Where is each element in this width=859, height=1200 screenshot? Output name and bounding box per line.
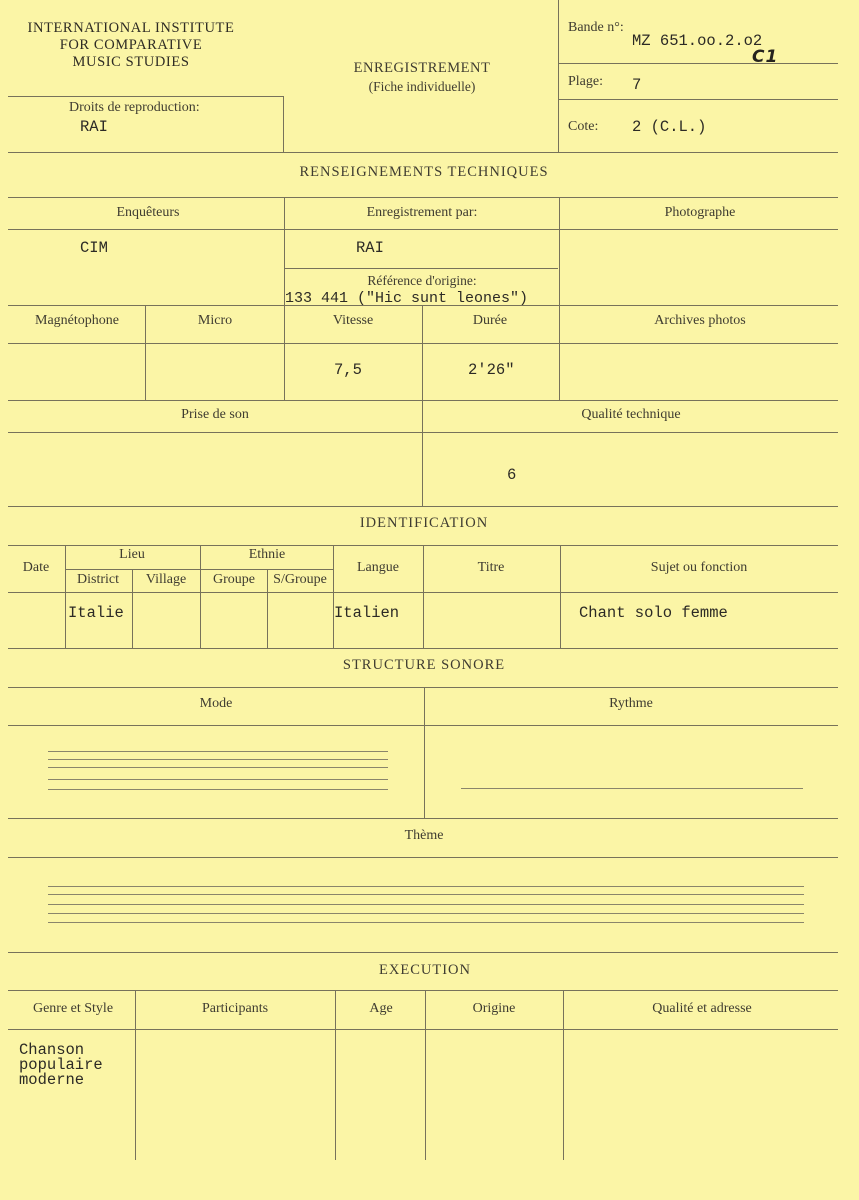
village-label: Village	[145, 572, 187, 587]
rule-bande	[558, 63, 838, 64]
rule-rights	[8, 96, 283, 97]
vrule-tech-2	[559, 197, 560, 400]
lieu-label: Lieu	[115, 547, 149, 563]
tech-heading: RENSEIGNEMENTS TECHNIQUES	[299, 164, 549, 180]
duree-value: 2'26"	[468, 361, 515, 379]
vrule-header-right	[558, 0, 559, 152]
rule-exec-heading	[8, 990, 838, 991]
bande-handwritten-note: C1	[752, 47, 779, 67]
rule-struct-labels	[8, 725, 838, 726]
genre-style-label: Genre et Style	[32, 1001, 114, 1016]
magnetophone-label: Magnétophone	[35, 313, 119, 328]
rule-header-bottom	[8, 152, 838, 153]
form-subtitle: (Fiche individuelle)	[368, 79, 476, 94]
groupe-label: Groupe	[213, 572, 255, 587]
ethnie-label: Ethnie	[245, 547, 290, 563]
rythme-label: Rythme	[609, 696, 653, 711]
vrule-exec-4	[563, 990, 564, 1160]
rights-value: RAI	[80, 118, 108, 136]
vrule-ident-6	[423, 545, 424, 648]
vrule-ident-1	[65, 545, 66, 648]
micro-label: Micro	[197, 313, 233, 328]
rule-struct-top	[8, 648, 838, 649]
reference-value: 133 441 ("Hic sunt leones")	[285, 290, 529, 307]
rule-tech-row3-labels	[8, 432, 838, 433]
sujet-value: Chant solo femme	[579, 604, 728, 622]
rule-tech-labels	[8, 229, 838, 230]
plage-label: Plage:	[568, 74, 603, 89]
genre-style-value: Chanson populaire moderne	[19, 1041, 103, 1089]
vrule-ident-3	[200, 545, 201, 648]
institute-line-1: INTERNATIONAL INSTITUTE	[27, 20, 235, 36]
reference-label: Référence d'origine:	[367, 273, 477, 288]
langue-label: Langue	[357, 560, 399, 575]
enqueteurs-value: CIM	[80, 239, 108, 257]
enqueteurs-label: Enquêteurs	[116, 205, 180, 220]
qualite-technique-label: Qualité technique	[581, 407, 681, 422]
bande-value: MZ 651.oo.2.o2	[632, 32, 763, 50]
vrule-tech-4	[422, 305, 423, 506]
mode-label: Mode	[199, 696, 233, 711]
sgroupe-label: S/Groupe	[273, 572, 327, 587]
vrule-tech-3	[145, 305, 146, 400]
vitesse-value: 7,5	[334, 361, 362, 379]
duree-label: Durée	[472, 313, 508, 328]
plage-value: 7	[632, 76, 642, 94]
execution-heading: EXECUTION	[379, 962, 471, 978]
rule-struct-heading	[8, 687, 838, 688]
rule-tech-row2-labels	[8, 343, 838, 344]
cote-label: Cote:	[568, 119, 599, 134]
qualite-technique-value: 6	[507, 466, 517, 484]
theme-label: Thème	[404, 828, 444, 843]
rule-reference	[284, 268, 558, 269]
vrule-exec-1	[135, 990, 136, 1160]
qualite-adresse-label: Qualité et adresse	[652, 1001, 752, 1016]
rule-theme-top	[8, 818, 838, 819]
institute-line-2: FOR COMPARATIVE	[59, 37, 203, 53]
rule-tech-row3	[8, 400, 838, 401]
prise-de-son-label: Prise de son	[181, 407, 249, 422]
enregistrement-label: Enregistrement par:	[366, 205, 478, 220]
date-label: Date	[22, 560, 50, 575]
structure-heading: STRUCTURE SONORE	[342, 657, 506, 673]
vrule-ident-7	[560, 545, 561, 648]
identification-heading: IDENTIFICATION	[359, 515, 489, 531]
district-value: Italie	[68, 604, 124, 622]
origine-label: Origine	[472, 1001, 516, 1016]
rule-ident-top	[8, 506, 838, 507]
photographe-label: Photographe	[664, 205, 736, 220]
vrule-rights	[283, 96, 284, 152]
cote-value: 2 (C.L.)	[632, 118, 707, 136]
archives-photos-label: Archives photos	[654, 313, 746, 328]
rule-theme-label	[8, 857, 838, 858]
rule-exec-top	[8, 952, 838, 953]
rule-ident-sub	[65, 569, 333, 570]
vrule-struct	[424, 687, 425, 818]
age-label: Age	[369, 1001, 393, 1016]
district-label: District	[77, 572, 119, 587]
rights-label: Droits de reproduction:	[69, 100, 200, 115]
institute-name	[6, 20, 256, 71]
participants-label: Participants	[201, 1001, 269, 1016]
vrule-ident-5	[333, 545, 334, 648]
enregistrement-value: RAI	[356, 239, 384, 257]
vrule-ident-4	[267, 569, 268, 648]
langue-value: Italien	[334, 604, 400, 622]
rythme-line	[461, 788, 803, 789]
rule-tech-heading	[8, 197, 838, 198]
rule-exec-labels	[8, 1029, 838, 1030]
vrule-exec-3	[425, 990, 426, 1160]
vrule-ident-2	[132, 569, 133, 648]
bande-label: Bande n°:	[568, 20, 624, 35]
vitesse-label: Vitesse	[332, 313, 374, 328]
sujet-label: Sujet ou fonction	[650, 560, 748, 575]
institute-line-3: MUSIC STUDIES	[72, 54, 190, 70]
vrule-exec-2	[335, 990, 336, 1160]
titre-label: Titre	[477, 560, 505, 575]
rule-plage	[558, 99, 838, 100]
form-title: ENREGISTREMENT	[353, 60, 491, 76]
